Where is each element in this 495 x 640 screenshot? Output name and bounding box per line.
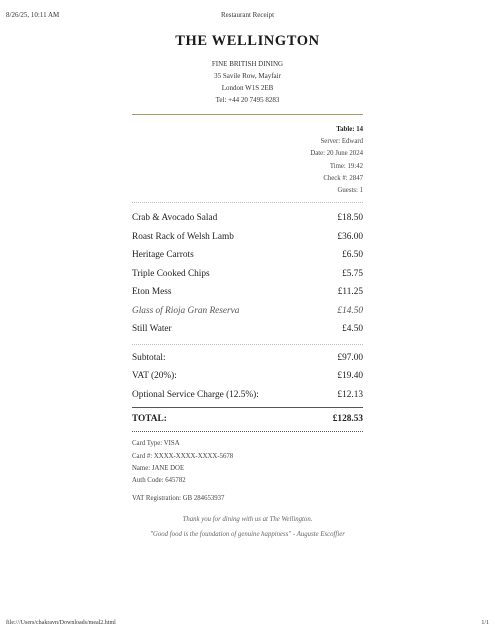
restaurant-address-line1: 35 Savile Row, Mayfair — [214, 72, 281, 80]
item-price: £14.50 — [337, 305, 363, 316]
item-name: Heritage Carrots — [132, 250, 194, 261]
item-name: Crab & Avocado Salad — [132, 213, 218, 224]
guest-count: Guests: 1 — [337, 187, 363, 195]
order-meta — [132, 124, 363, 197]
restaurant-phone: Tel: +44 20 7495 8283 — [215, 96, 280, 104]
total-label: TOTAL: — [132, 414, 167, 425]
item-name: Still Water — [132, 324, 172, 335]
receipt — [132, 30, 363, 538]
thank-you-message: Thank you for dining with us at The Wellington. — [182, 516, 313, 524]
items-divider — [132, 344, 363, 345]
totals-section — [132, 349, 363, 405]
table-number: Table: 14 — [336, 126, 363, 133]
service-charge-row — [132, 386, 363, 405]
item-list — [132, 209, 363, 339]
list-item — [132, 246, 363, 265]
item-price: £6.50 — [342, 250, 363, 261]
total-divider — [132, 407, 363, 408]
total-value: £128.53 — [332, 414, 363, 425]
item-price: £18.50 — [337, 213, 363, 224]
restaurant-address-line2: London W1S 2EB — [221, 84, 274, 92]
item-name: Triple Cooked Chips — [132, 268, 210, 279]
card-type: Card Type: VISA — [132, 440, 180, 448]
item-price: £4.50 — [342, 324, 363, 335]
restaurant-name: THE WELLINGTON — [175, 33, 320, 49]
order-date: Date: 20 June 2024 — [310, 150, 363, 158]
subtotal-row — [132, 349, 363, 368]
item-name: Glass of Rioja Gran Reserva — [132, 305, 240, 316]
subtotal-label: Subtotal: — [132, 352, 166, 363]
item-price: £5.75 — [342, 268, 363, 279]
subtotal-value: £97.00 — [337, 352, 363, 363]
cardholder-name: Name: JANE DOE — [132, 464, 185, 472]
total-row — [132, 409, 363, 429]
service-charge-value: £12.13 — [337, 389, 363, 400]
list-item — [132, 265, 363, 284]
item-name: Roast Rack of Welsh Lamb — [132, 231, 234, 242]
check-number: Check #: 2847 — [323, 174, 363, 182]
vat-row — [132, 367, 363, 386]
payment-details — [132, 438, 363, 487]
service-charge-label: Optional Service Charge (12.5%): — [132, 389, 259, 400]
order-time: Time: 19:42 — [329, 162, 363, 170]
list-item — [132, 228, 363, 247]
list-item — [132, 209, 363, 228]
list-item — [132, 320, 363, 339]
print-datetime: 8/26/25, 10:11 AM — [6, 11, 60, 19]
card-number: Card #: XXXX-XXXX-XXXX-5678 — [132, 452, 234, 460]
print-page-number: 1/1 — [481, 620, 489, 626]
list-item — [132, 302, 363, 321]
auth-code: Auth Code: 645782 — [132, 477, 186, 485]
meta-divider — [132, 202, 363, 203]
item-price: £36.00 — [337, 231, 363, 242]
vat-value: £19.40 — [337, 371, 363, 382]
print-page-title: Restaurant Receipt — [220, 11, 275, 19]
item-name: Eton Mess — [132, 287, 172, 298]
total-bottom-divider — [132, 431, 363, 432]
vat-label: VAT (20%): — [132, 371, 177, 382]
quote: "Good food is the foundation of genuine happiness" - Auguste Escoffier — [150, 531, 345, 539]
list-item — [132, 283, 363, 302]
vat-registration: VAT Registration: GB 284653937 — [132, 495, 225, 503]
header-divider — [132, 114, 363, 115]
print-file-path: file:///Users/chakravn/Downloads/meal2.html — [6, 620, 116, 626]
item-price: £11.25 — [337, 287, 363, 298]
restaurant-tagline: FINE BRITISH DINING — [211, 60, 284, 68]
server-name: Server: Edward — [320, 138, 363, 146]
